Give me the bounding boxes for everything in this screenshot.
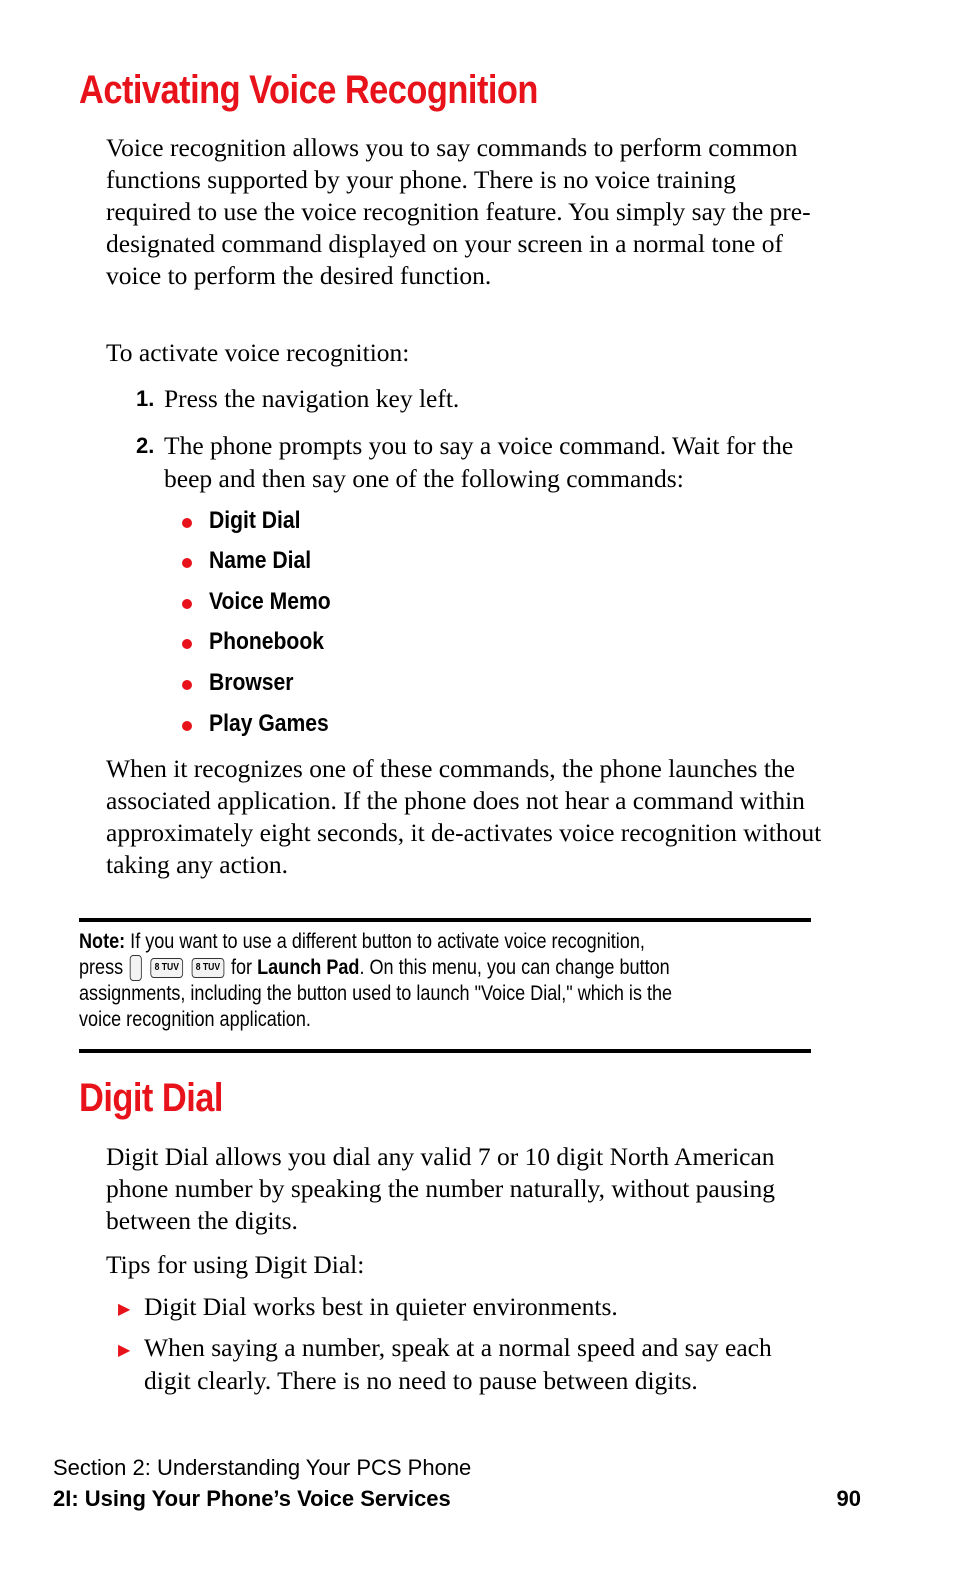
note-text: for xyxy=(230,956,253,979)
note-bottom-divider xyxy=(79,1049,811,1053)
tip-item xyxy=(118,1290,818,1323)
tip-item xyxy=(118,1331,818,1397)
bullet-icon xyxy=(182,639,192,649)
lead-text: Tips for using Digit Dial: xyxy=(106,1250,365,1279)
note-text: press xyxy=(79,956,124,979)
note-top-divider xyxy=(79,918,811,922)
command-item xyxy=(182,666,305,700)
step-number: 1. xyxy=(136,386,155,411)
intro-paragraph: Digit Dial allows you dial any valid 7 or 10 digit North American phone number by speaking the number naturally, without pausing between the digits. xyxy=(106,1142,776,1235)
footer-section: Section 2: Understanding Your PCS Phone xyxy=(53,1455,472,1480)
note-label: Note: xyxy=(79,930,126,953)
closing-paragraph: When it recognizes one of these commands, the phone launches the associated application. If the phone does not hear a command within approximately eight seconds, it de-activates voice recognition without taking any action. xyxy=(106,754,822,879)
key-8-icon: 8 TUV xyxy=(150,958,183,978)
step-text: Press the navigation key left. xyxy=(164,384,460,413)
lead-text: To activate voice recognition: xyxy=(106,338,410,367)
command-item xyxy=(182,504,313,538)
page-number: 90 xyxy=(836,1486,861,1511)
bullet-icon xyxy=(182,599,192,609)
note-line: voice recognition application. xyxy=(79,1008,311,1032)
note-text: . On this menu, you can change button xyxy=(359,956,670,979)
command-label: Voice Memo xyxy=(209,588,331,615)
section-title: Activating Voice Recognition xyxy=(79,68,538,112)
command-label: Play Games xyxy=(209,710,329,737)
side-key-icon xyxy=(130,955,142,981)
command-label: Digit Dial xyxy=(209,507,301,534)
bullet-icon xyxy=(182,558,192,568)
bullet-icon xyxy=(182,680,192,690)
step-text: The phone prompts you to say a voice command. Wait for the beep and then say one of the following commands: xyxy=(164,431,794,493)
command-item xyxy=(182,625,340,659)
section-title: Digit Dial xyxy=(79,1076,223,1120)
note-line xyxy=(79,955,715,981)
tip-text: Digit Dial works best in quieter environments. xyxy=(144,1292,618,1321)
bullet-icon xyxy=(182,721,192,731)
command-item xyxy=(182,707,345,741)
command-label: Phonebook xyxy=(209,628,324,655)
step-item xyxy=(136,382,826,415)
launch-pad-label: Launch Pad xyxy=(257,956,360,979)
note-line: assignments, including the button used to launch "Voice Dial," which is the xyxy=(79,982,673,1006)
command-label: Name Dial xyxy=(209,547,312,574)
command-item xyxy=(182,544,325,578)
note-text: If you want to use a different button to activate voice recognition, xyxy=(130,930,645,953)
note-line xyxy=(79,929,715,955)
tip-text: When saying a number, speak at a normal speed and say each digit clearly. There is no need to pause between digits. xyxy=(144,1333,772,1395)
arrow-bullet-icon: ▶ xyxy=(118,1342,131,1359)
step-item xyxy=(136,429,826,495)
key-8-icon: 8 TUV xyxy=(192,958,225,978)
intro-paragraph: Voice recognition allows you to say commands to perform common functions supported by your phone. There is no voice training required to use the voice recognition feature. You simply say the pre-designated command displayed on your screen in a normal tone of voice to perform the desired function. xyxy=(106,133,811,290)
arrow-bullet-icon: ▶ xyxy=(118,1301,131,1318)
bullet-icon xyxy=(182,518,192,528)
footer-chapter: 2I: Using Your Phone’s Voice Services xyxy=(53,1486,451,1511)
step-number: 2. xyxy=(136,433,155,458)
note-box xyxy=(79,929,819,1033)
command-item xyxy=(182,585,347,619)
command-label: Browser xyxy=(209,669,294,696)
